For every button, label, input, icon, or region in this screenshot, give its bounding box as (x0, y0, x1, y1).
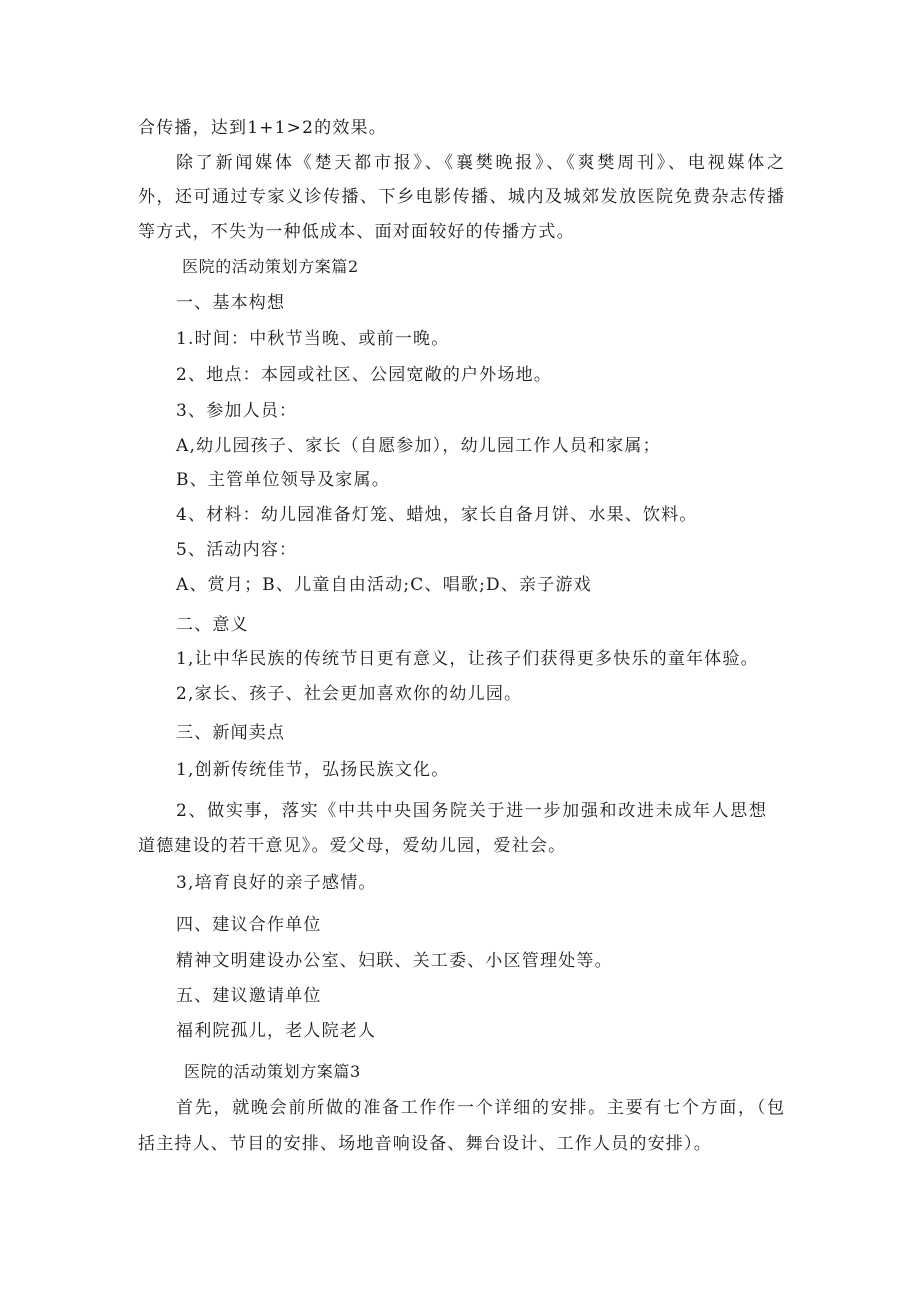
section-heading: 医院的活动策划方案篇2 (182, 257, 359, 276)
text-line: 1,让中华民族的传统节日更有意义，让孩子们获得更多快乐的童年体验。 (176, 649, 759, 669)
text-line: 4、材料：幼儿园准备灯笼、蜡烛，家长自备月饼、水果、饮料。 (176, 505, 698, 525)
text-line: 1.时间：中秋节当晚、或前一晚。 (176, 329, 450, 349)
text-line: 1,创新传统佳节，弘扬民族文化。 (176, 760, 450, 780)
text-line: 2、地点：本园或社区、公园宽敞的户外场地。 (176, 365, 553, 385)
text-line: 2,家长、孩子、社会更加喜欢你的幼儿园。 (176, 684, 523, 704)
text-line: 精神文明建设办公室、妇联、关工委、小区管理处等。 (176, 951, 613, 971)
text-line: 3,培育良好的亲子感情。 (176, 873, 377, 893)
text-line: 除了新闻媒体《楚天都市报》、《襄樊晚报》、《爽樊周刊》、电视媒体之 (176, 153, 784, 173)
text-line: 道德建设的若干意见》。爱父母，爱幼儿园，爱社会。 (138, 836, 567, 856)
section-heading: 医院的活动策划方案篇3 (184, 1062, 361, 1081)
text-line: 首先，就晚会前所做的准备工作作一个详细的安排。主要有七个方面，（包 (176, 1098, 784, 1118)
text-line: 2、做实事，落实《中共中央国务院关于进一步加强和改进未成年人思想 (176, 801, 766, 821)
text-line: 等方式，不失为一种低成本、面对面较好的传播方式。 (138, 222, 575, 242)
text-line: 5、活动内容： (176, 540, 298, 560)
text-line: 合传播，达到1+1>2的效果。 (138, 118, 387, 138)
text-line: 福利院孤儿，老人院老人 (176, 1021, 377, 1041)
text-line: 外，还可通过专家义诊传播、下乡电影传播、城内及城郊发放医院免费杂志传播 (138, 187, 784, 207)
text-line: 3、参加人员： (176, 401, 298, 421)
text-line: B、主管单位领导及家属。 (176, 470, 390, 490)
text-line: 三、新闻卖点 (176, 723, 286, 743)
text-line: A,幼儿园孩子、家长（自愿参加），幼儿园工作人员和家属； (176, 436, 661, 456)
text-line: 括主持人、节目的安排、场地音响设备、舞台设计、工作人员的安排）。 (138, 1134, 712, 1154)
text-line: A、赏月；B、儿童自由活动;C、唱歌;D、亲子游戏 (176, 575, 592, 595)
text-line: 五、建议邀请单位 (176, 986, 322, 1006)
text-line: 四、建议合作单位 (176, 915, 322, 935)
text-line: 一、基本构想 (176, 293, 286, 313)
text-line: 二、意义 (176, 615, 249, 635)
